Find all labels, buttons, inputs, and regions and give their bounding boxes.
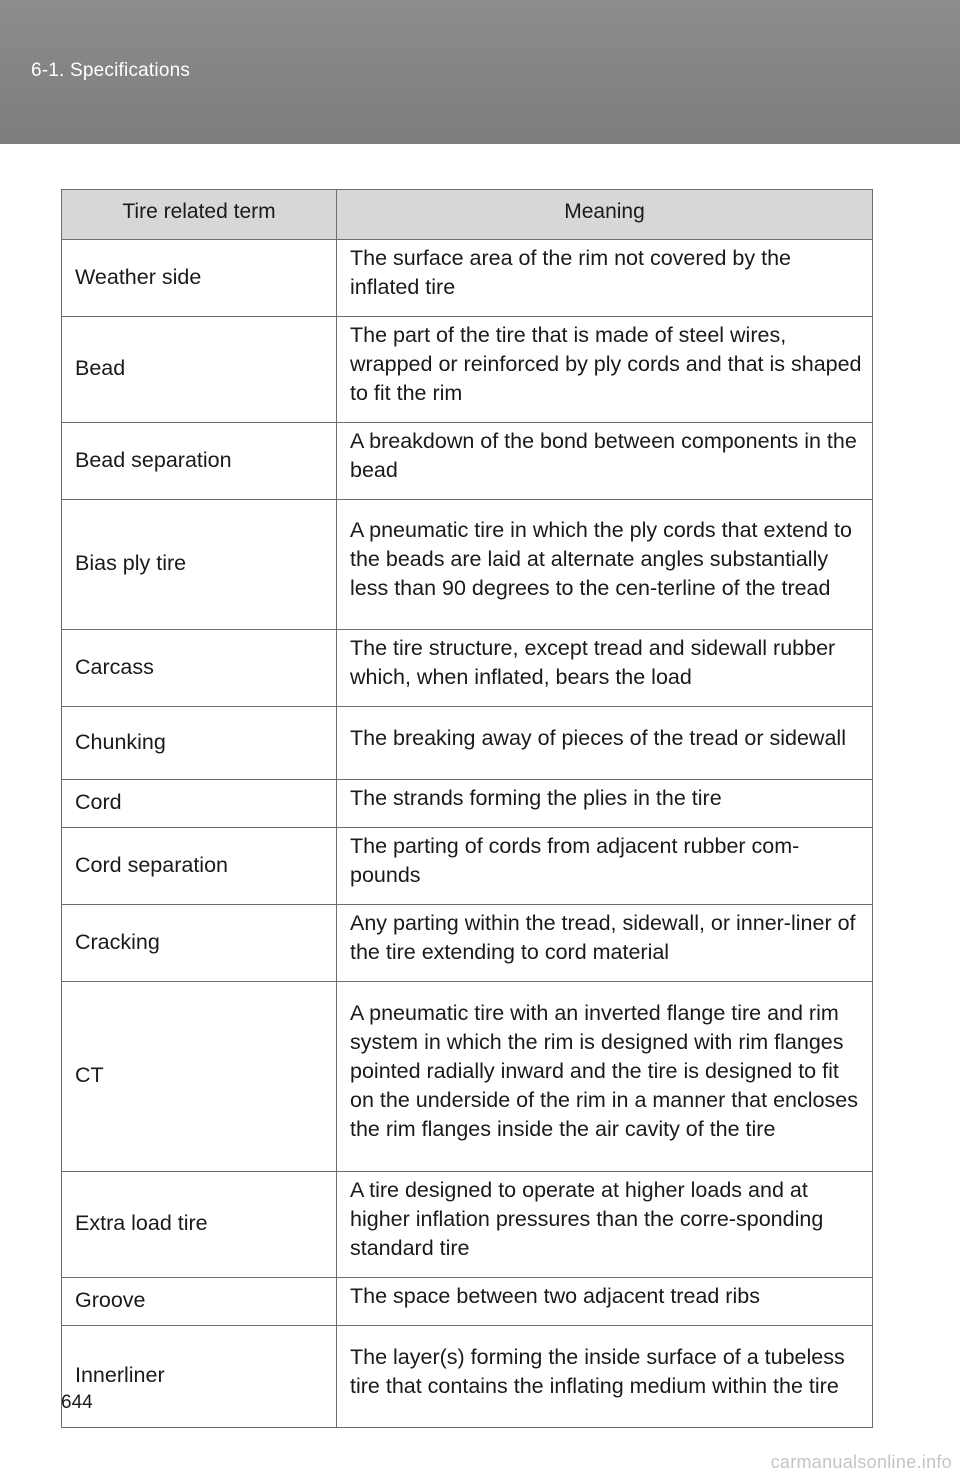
meaning-cell: The part of the tire that is made of steel wires, wrapped or reinforced by ply cords and that is shaped to fit the rim [337, 317, 873, 423]
table-row [62, 500, 873, 630]
meaning-cell: A tire designed to operate at higher loads and at higher inflation pressures than the corre-sponding standard tire [337, 1172, 873, 1278]
term-cell: Groove [62, 1278, 337, 1326]
meaning-cell: A breakdown of the bond between components in the bead [337, 423, 873, 500]
table-row [62, 982, 873, 1172]
meaning-cell: The breaking away of pieces of the tread or sidewall [337, 707, 873, 780]
term-cell: Chunking [62, 707, 337, 780]
column-header-meaning: Meaning [337, 190, 873, 240]
meaning-cell: A pneumatic tire with an inverted flange tire and rim system in which the rim is designed with rim flanges pointed radially inward and the tire is designed to fit on the underside of the rim in a manner that encloses the rim flanges inside the air cavity of the tire [337, 982, 873, 1172]
table-row [62, 905, 873, 982]
term-cell: Bias ply tire [62, 500, 337, 630]
term-cell: CT [62, 982, 337, 1172]
meaning-cell: The strands forming the plies in the tire [337, 780, 873, 828]
watermark: carmanualsonline.info [770, 1452, 952, 1472]
meaning-cell: The parting of cords from adjacent rubber com-pounds [337, 828, 873, 905]
meaning-cell: The tire structure, except tread and sidewall rubber which, when inflated, bears the load [337, 630, 873, 707]
table-row [62, 1172, 873, 1278]
table-row [62, 1278, 873, 1326]
term-cell: Weather side [62, 240, 337, 317]
meaning-cell: The layer(s) forming the inside surface of a tubeless tire that contains the inflating medium within the tire [337, 1326, 873, 1428]
table-row [62, 317, 873, 423]
term-cell: Extra load tire [62, 1172, 337, 1278]
column-header-term: Tire related term [62, 190, 337, 240]
table-row [62, 707, 873, 780]
meaning-cell: Any parting within the tread, sidewall, or inner-liner of the tire extending to cord material [337, 905, 873, 982]
term-cell: Cracking [62, 905, 337, 982]
table-row [62, 780, 873, 828]
term-cell: Bead separation [62, 423, 337, 500]
term-cell: Cord [62, 780, 337, 828]
page-number: 644 [61, 1392, 93, 1413]
header-band [0, 0, 960, 144]
term-cell: Cord separation [62, 828, 337, 905]
meaning-cell: A pneumatic tire in which the ply cords that extend to the beads are laid at alternate angles substantially less than 90 degrees to the cen-terline of the tread [337, 500, 873, 630]
term-cell: Bead [62, 317, 337, 423]
tire-terms-table [61, 189, 873, 1428]
term-cell: Carcass [62, 630, 337, 707]
meaning-cell: The surface area of the rim not covered by the inflated tire [337, 240, 873, 317]
term-cell: Innerliner [62, 1326, 337, 1428]
table-row [62, 1326, 873, 1428]
section-title: 6-1. Specifications [31, 60, 191, 81]
meaning-cell: The space between two adjacent tread ribs [337, 1278, 873, 1326]
table-row [62, 240, 873, 317]
table-header-row [62, 190, 873, 240]
table-row [62, 630, 873, 707]
table-row [62, 423, 873, 500]
table-row [62, 828, 873, 905]
